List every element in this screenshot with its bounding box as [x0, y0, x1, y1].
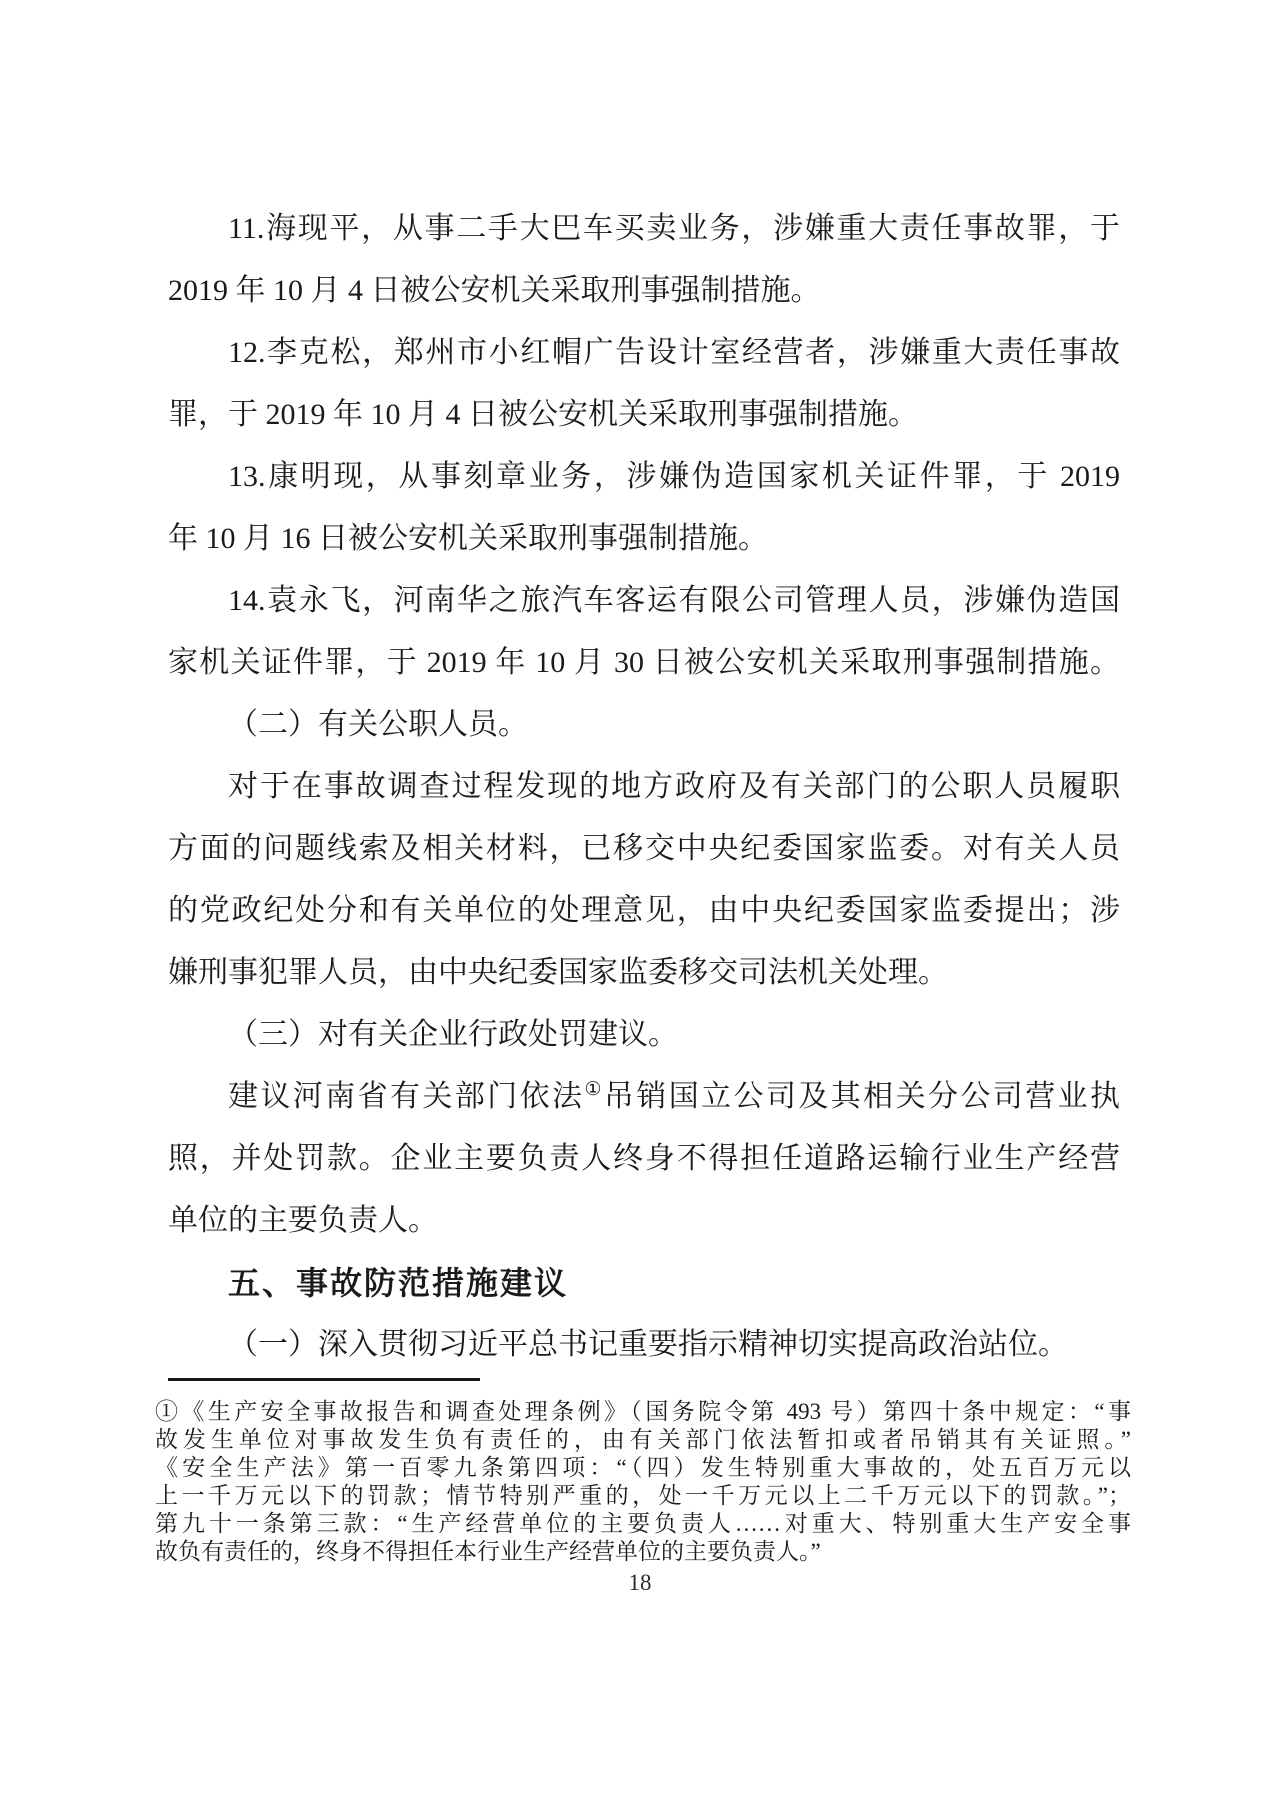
- body-line-segment: 吊销国立公司及其相关分公司营业执: [603, 1080, 1121, 1113]
- footnote-line: 故发生单位对事故发生负有责任的，由有关部门依法暂扣或者吊销其有关证照。”: [155, 1427, 1131, 1452]
- footnote-line: ①《生产安全事故报告和调查处理条例》（国务院令第 493 号）第四十条中规定：“事: [155, 1399, 1131, 1424]
- body-line: 照，并处罚款。企业主要负责人终身不得担任道路运输行业生产经营: [168, 1142, 1120, 1175]
- body-text: [168, 198, 1120, 1376]
- subsection-heading-political-stance: （一）深入贯彻习近平总书记重要指示精神切实提高政治站位。: [228, 1328, 1068, 1361]
- body-line: [168, 1066, 1120, 1128]
- footnote-line: 故负有责任的，终身不得担任本行业生产经营单位的主要负责人。”: [155, 1539, 821, 1564]
- body-line-segment: 建议河南省有关部门依法: [228, 1080, 585, 1113]
- footnote-line: 上一千万元以下的罚款；情节特别严重的，处一千万元以上二千万元以下的罚款。”；: [155, 1483, 1131, 1508]
- body-line: 家机关证件罪，于 2019 年 10 月 30 日被公安机关采取刑事强制措施。: [168, 646, 1120, 679]
- body-line: 14.袁永飞，河南华之旅汽车客运有限公司管理人员，涉嫌伪造国: [228, 584, 1120, 617]
- body-line: 12.李克松，郑州市小红帽广告设计室经营者，涉嫌重大责任事故: [228, 336, 1120, 369]
- body-line: 11.海现平，从事二手大巴车买卖业务，涉嫌重大责任事故罪，于: [228, 212, 1120, 245]
- body-line: 13.康明现，从事刻章业务，涉嫌伪造国家机关证件罪，于 2019: [228, 460, 1120, 493]
- footnote-ref-marker: ①: [584, 1079, 604, 1100]
- subsection-heading-public-officials: （二）有关公职人员。: [228, 708, 528, 741]
- body-line: 罪，于 2019 年 10 月 4 日被公安机关采取刑事强制措施。: [168, 398, 918, 431]
- footnote-line: 《安全生产法》第一百零九条第四项：“（四）发生特别重大事故的，处五百万元以: [155, 1455, 1131, 1480]
- body-line: 的党政纪处分和有关单位的处理意见，由中央纪委国家监委提出；涉: [168, 894, 1120, 927]
- body-line: 对于在事故调查过程发现的地方政府及有关部门的公职人员履职: [228, 770, 1120, 803]
- body-line: 单位的主要负责人。: [168, 1204, 438, 1237]
- footnote-separator: [168, 1378, 480, 1381]
- page-number: 18: [628, 1570, 652, 1595]
- footnote-block: [155, 1398, 1131, 1566]
- body-line: 2019 年 10 月 4 日被公安机关采取刑事强制措施。: [168, 274, 821, 307]
- subsection-heading-administrative-penalty: （三）对有关企业行政处罚建议。: [228, 1018, 678, 1051]
- body-line: 嫌刑事犯罪人员，由中央纪委国家监委移交司法机关处理。: [168, 956, 948, 989]
- body-line: 方面的问题线索及相关材料，已移交中央纪委国家监委。对有关人员: [168, 832, 1120, 865]
- section-heading-prevention-measures: 五、事故防范措施建议: [228, 1265, 569, 1301]
- footnote-line: 第九十一条第三款：“生产经营单位的主要负责人……对重大、特别重大生产安全事: [155, 1511, 1131, 1536]
- body-line: 年 10 月 16 日被公安机关采取刑事强制措施。: [168, 522, 768, 555]
